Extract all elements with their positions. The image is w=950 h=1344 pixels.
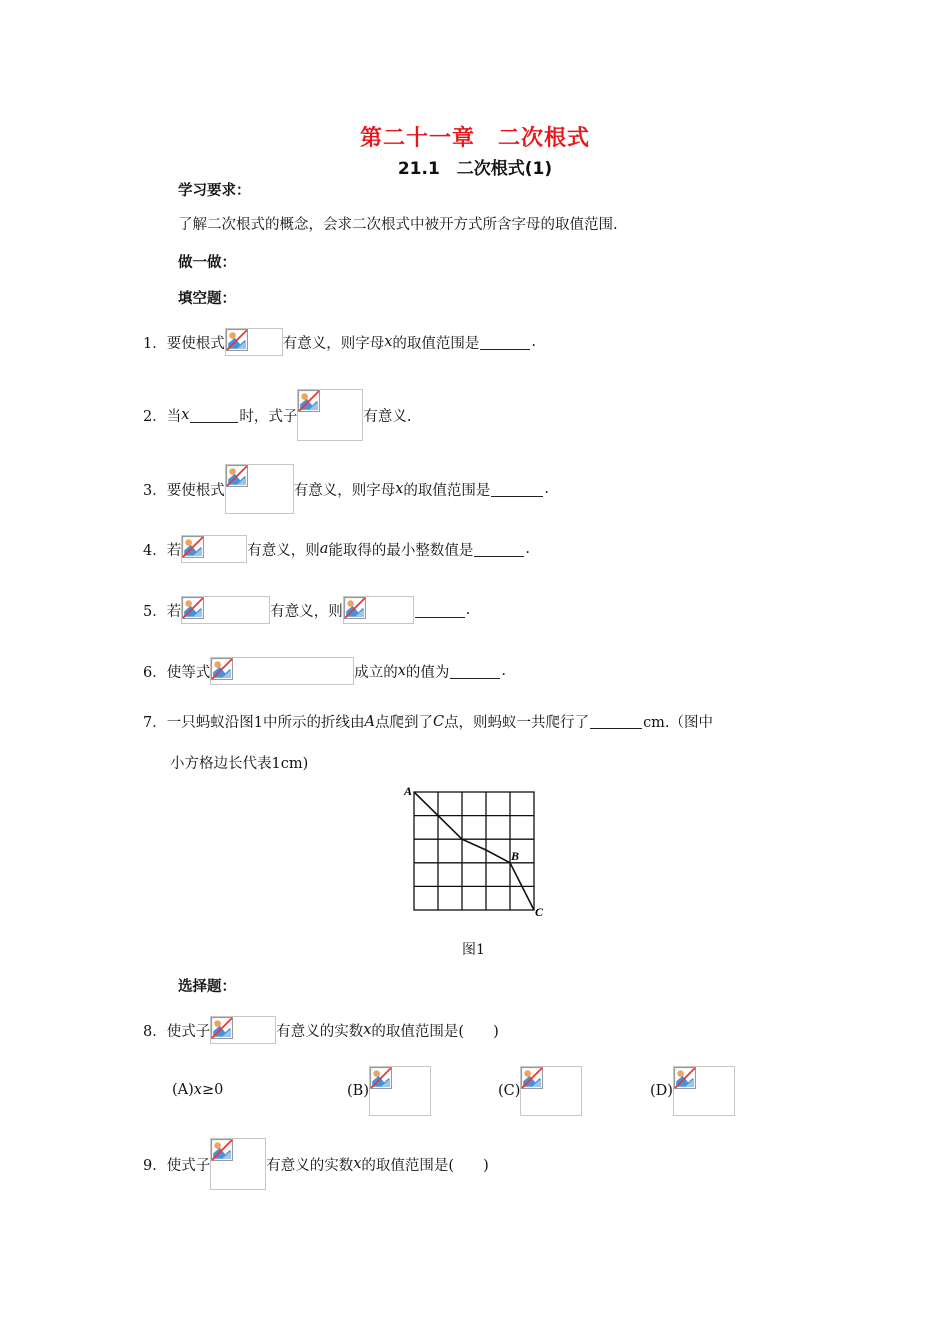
chapter-title: 第二十一章 二次根式 bbox=[359, 126, 590, 151]
practice-heading: 做一做： bbox=[178, 255, 236, 271]
question-6: 6． 使等式 成立的 x 的值为 . bbox=[143, 657, 506, 685]
question-7: 7． 一只蚂蚁沿图1中所示的折线由 A 点爬到了 C 点，则蚂蚁一共爬行了 cm.（图中 bbox=[143, 711, 713, 732]
section-title: 21.1 二次根式(1) bbox=[397, 159, 553, 179]
formula-image-icon bbox=[181, 596, 270, 624]
formula-image-icon bbox=[343, 596, 414, 624]
answer-blank bbox=[474, 542, 524, 557]
formula-image-icon bbox=[673, 1066, 735, 1116]
question-3: 3． 要使根式 有意义，则字母 x 的取值范围是 . bbox=[143, 464, 549, 514]
question-4: 4． 若 有意义，则 a 能取得的最小整数值是 . bbox=[143, 535, 530, 563]
question-7-line-2: 小方格边长代表1cm) bbox=[170, 756, 309, 772]
option-a[interactable]: (A) x ≥0 bbox=[172, 1082, 224, 1098]
question-9: 9． 使式子 有意义的实数 x 的取值范围是( ) bbox=[143, 1138, 489, 1190]
formula-image-icon bbox=[225, 328, 283, 356]
grid-figure bbox=[400, 782, 550, 920]
option-b[interactable]: (B) bbox=[347, 1066, 431, 1116]
answer-blank bbox=[415, 603, 465, 618]
question-number: 8． bbox=[143, 1023, 167, 1040]
question-8: 8． 使式子 有意义的实数 x 的取值范围是( ) bbox=[143, 1016, 499, 1044]
question-number: 5． bbox=[143, 603, 167, 620]
figure-caption: 图1 bbox=[462, 942, 485, 958]
point-c-label: C bbox=[535, 905, 544, 919]
answer-blank bbox=[190, 408, 238, 423]
option-d[interactable]: (D) bbox=[650, 1066, 735, 1116]
formula-image-icon bbox=[210, 657, 354, 685]
formula-image-icon bbox=[210, 1138, 266, 1190]
question-5: 5． 若 有意义，则 . bbox=[143, 596, 470, 624]
point-b-label: B bbox=[511, 849, 520, 863]
question-number: 6． bbox=[143, 664, 167, 681]
question-number: 3． bbox=[143, 482, 167, 499]
question-number: 7． bbox=[143, 715, 167, 731]
point-a-label: A bbox=[404, 784, 413, 798]
question-number: 4． bbox=[143, 542, 167, 559]
question-1: 1． 要使根式 有意义，则字母 x 的取值范围是 . bbox=[143, 328, 536, 356]
answer-blank bbox=[590, 714, 642, 729]
formula-image-icon bbox=[520, 1066, 582, 1116]
question-number: 2． bbox=[143, 408, 167, 425]
option-c[interactable]: (C) bbox=[498, 1066, 582, 1116]
question-2: 2． 当 x 时，式子 有意义. bbox=[143, 389, 412, 441]
formula-image-icon bbox=[297, 389, 363, 441]
answer-blank bbox=[450, 664, 500, 679]
question-number: 9． bbox=[143, 1157, 167, 1174]
answer-blank bbox=[491, 482, 543, 497]
formula-image-icon bbox=[181, 535, 247, 563]
requirements-heading: 学习要求： bbox=[178, 183, 251, 199]
formula-image-icon bbox=[225, 464, 294, 514]
answer-blank bbox=[480, 335, 530, 350]
formula-image-icon bbox=[210, 1016, 276, 1044]
requirements-text: 了解二次根式的概念，会求二次根式中被开方式所含字母的取值范围. bbox=[178, 217, 618, 233]
formula-image-icon bbox=[369, 1066, 431, 1116]
fill-blank-heading: 填空题： bbox=[178, 291, 236, 307]
multiple-choice-heading: 选择题： bbox=[178, 979, 236, 995]
question-number: 1． bbox=[143, 335, 167, 352]
